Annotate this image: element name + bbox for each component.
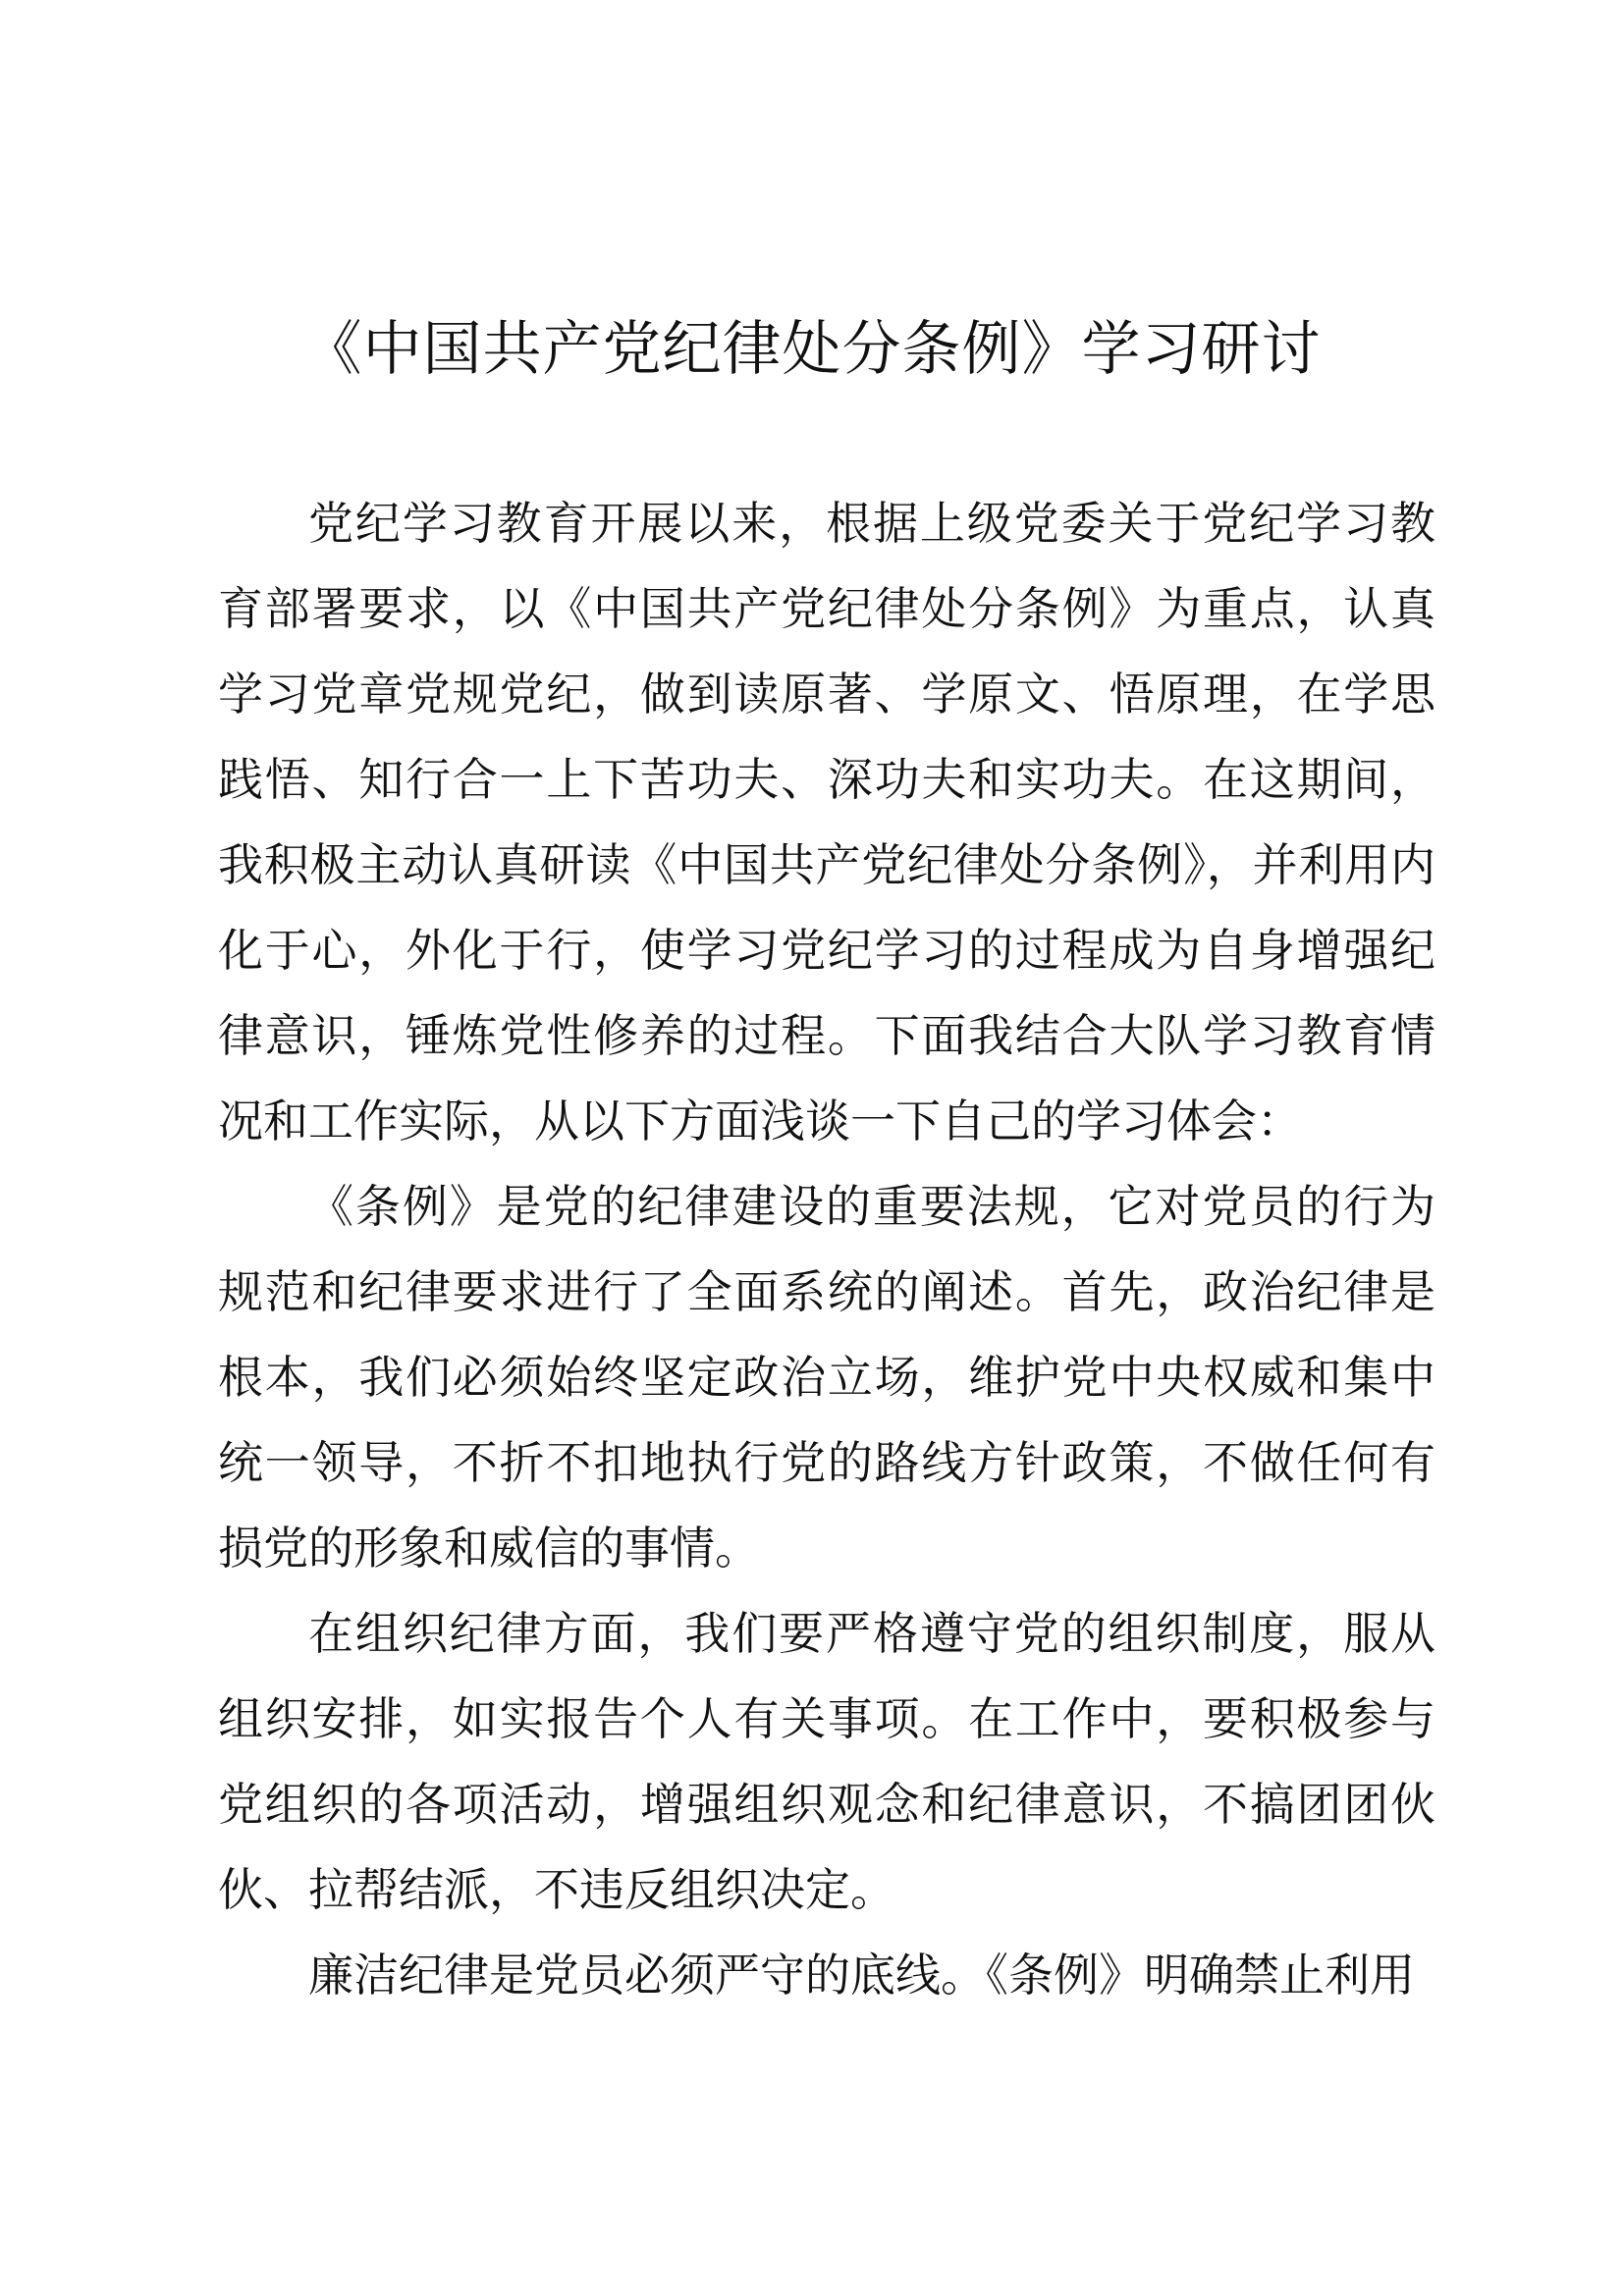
paragraph-organizational-discipline: 在组织纪律方面，我们要严格遵守党的组织制度，服从组织安排，如实报告个人有关事项。在工作中，要积极参与党组织的各项活动，增强组织观念和纪律意识，不搞团团伙伙、拉帮结派，不违反组织决定。	[218, 1607, 1435, 1916]
document-title: 《中国共产党纪律处分条例》学习研讨	[302, 315, 1322, 384]
paragraph-political-discipline: 《条例》是党的纪律建设的重要法规，它对党员的行为规范和纪律要求进行了全面系统的阐述。首先，政治纪律是根本，我们必须始终坚定政治立场，维护党中央权威和集中统一领导，不折不扣地执行党的路线方针政策，不做任何有损党的形象和威信的事情。	[218, 1180, 1435, 1575]
paragraph-integrity-discipline: 廉洁纪律是党员必须严守的底线。《条例》明确禁止利用	[308, 1949, 1415, 2002]
document-body	[218, 481, 1435, 2018]
paragraph-intro: 党纪学习教育开展以来，根据上级党委关于党纪学习教育部署要求，以《中国共产党纪律处分条例》为重点，认真学习党章党规党纪，做到读原著、学原文、悟原理，在学思践悟、知行合一上下苦功夫、深功夫和实功夫。在这期间，我积极主动认真研读《中国共产党纪律处分条例》，并利用内化于心，外化于行，使学习党纪学习的过程成为自身增强纪律意识，锤炼党性修养的过程。下面我结合大队学习教育情况和工作实际，从以下方面浅谈一下自己的学习体会：	[218, 497, 1435, 1148]
